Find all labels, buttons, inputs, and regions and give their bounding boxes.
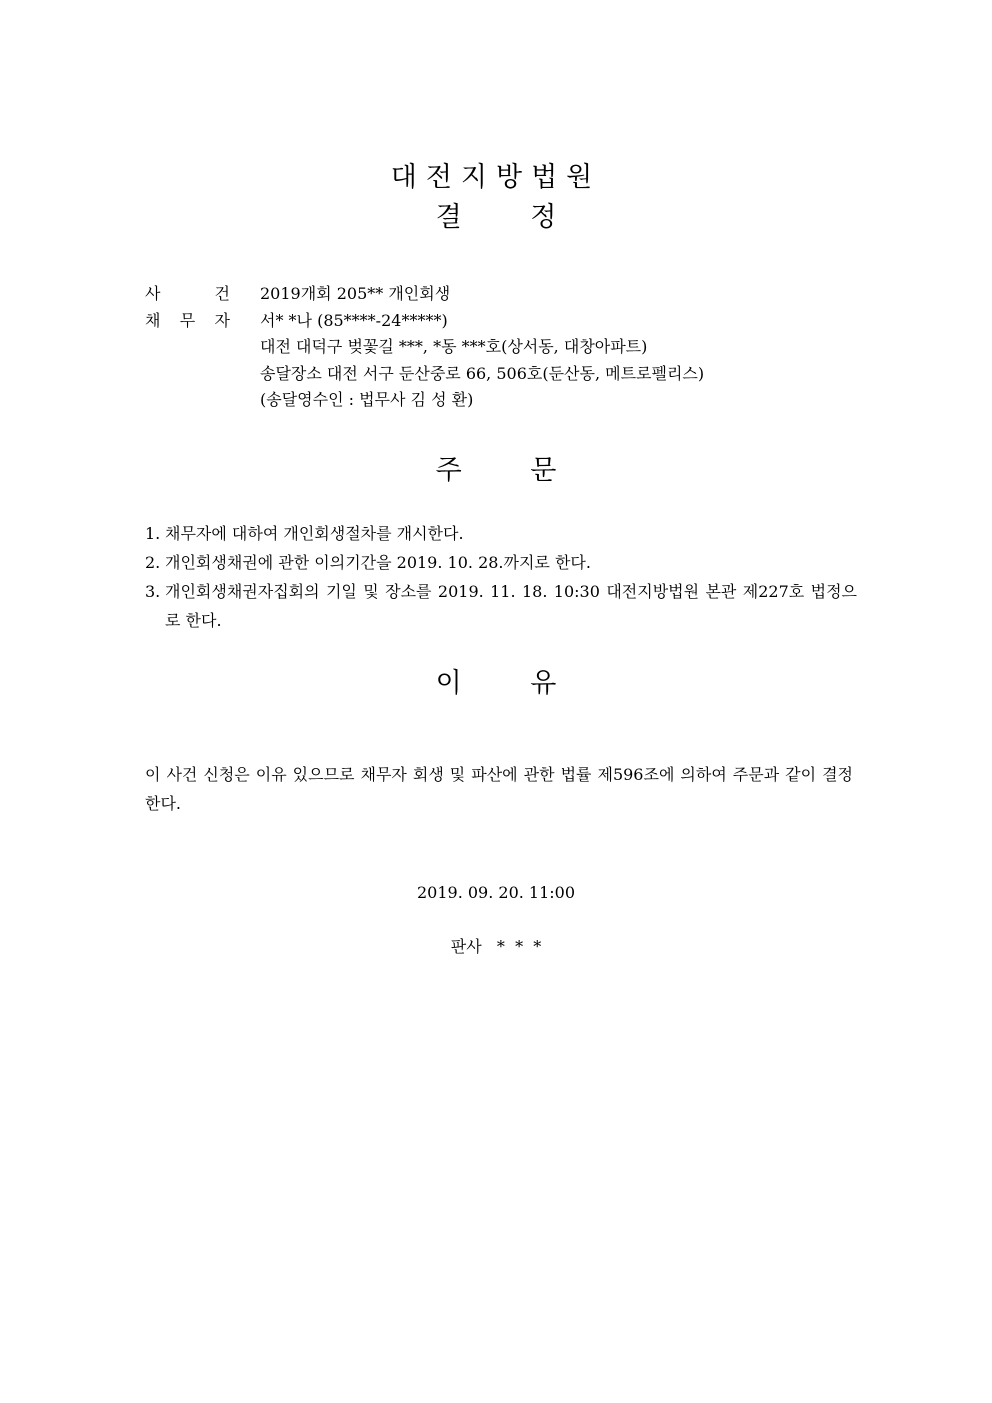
debtor-label-char: 자 (214, 310, 230, 330)
delivery-place: 송달장소 대전 서구 둔산중로 66, 506호(둔산동, 메트로펠리스) (260, 363, 705, 383)
debtor-row (145, 308, 865, 335)
case-label-char: 사 (145, 284, 161, 303)
empty-label (145, 387, 260, 414)
debtor-label-char: 무 (179, 310, 196, 330)
order-item (145, 577, 857, 635)
order-item (145, 548, 857, 577)
delivery-place-row (145, 361, 865, 388)
order-list (145, 519, 857, 635)
order-heading: 주 문 (435, 455, 557, 486)
reason-heading: 이 유 (435, 668, 557, 699)
debtor-name: 서* *나 (85****-24*****) (260, 310, 448, 330)
case-info-block (145, 281, 865, 414)
case-row (145, 281, 865, 308)
court-name: 대전지방법원 (390, 162, 602, 193)
empty-label (145, 334, 260, 361)
document-type-title: 결 정 (435, 202, 557, 233)
address-row (145, 334, 865, 361)
case-label-char: 건 (214, 284, 230, 303)
debtor-address: 대전 대덕구 벚꽃길 ***, *동 ***호(상서동, 대창아파트) (260, 337, 648, 356)
order-text: 개인회생채권에 관한 이의기간을 2019. 10. 28.까지로 한다. (165, 553, 591, 572)
debtor-label-char: 채 (145, 310, 161, 330)
order-number: 1. (145, 524, 161, 543)
debtor-label (145, 308, 260, 335)
decision-date: 2019. 09. 20. 11:00 (416, 883, 576, 902)
case-number: 2019개회 205** 개인회생 (260, 284, 451, 303)
order-text: 채무자에 대하여 개인회생절차를 개시한다. (165, 524, 464, 543)
delivery-agent-row (145, 387, 865, 414)
judge-signature: 판사 * * * (450, 937, 542, 956)
order-number: 3. (145, 582, 161, 601)
order-item (145, 519, 857, 548)
order-number: 2. (145, 553, 161, 572)
empty-label (145, 361, 260, 388)
case-label (145, 281, 260, 308)
delivery-agent: (송달영수인 : 법무사 김 성 환) (260, 390, 474, 409)
order-text: 개인회생채권자집회의 기일 및 장소를 2019. 11. 18. 10:30 대전지방법원 본관 제227호 법정으로 한다. (165, 582, 857, 630)
reason-text: 이 사건 신청은 이유 있으므로 채무자 회생 및 파산에 관한 법률 제596조에 의하여 주문과 같이 결정한다. (145, 765, 853, 813)
